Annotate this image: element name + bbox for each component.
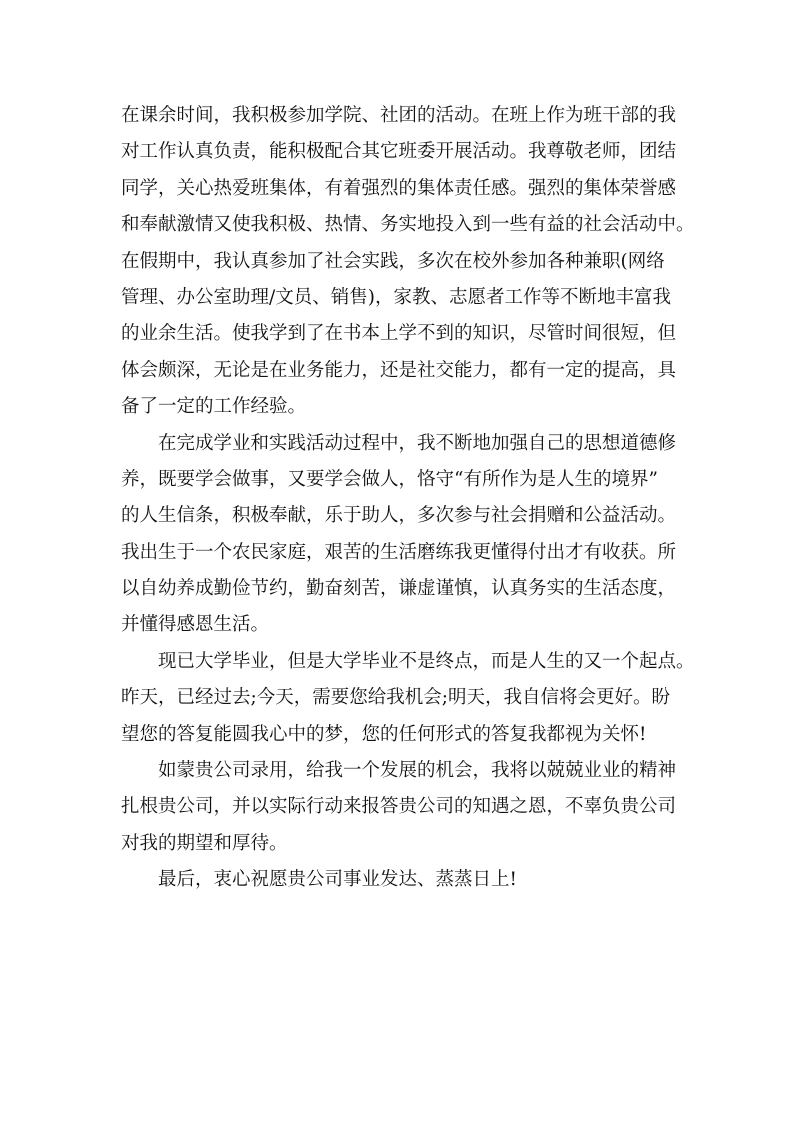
text-line-3: 同学，关心热爱班集体，有着强烈的集体责任感。强烈的集体荣誉感 (121, 177, 677, 199)
text-line-13: 我出生于一个农民家庭，艰苦的生活磨练我更懂得付出才有收获。所 (121, 541, 677, 563)
text-line-18: 望您的答复能圆我心中的梦，您的任何形式的答复我都视为关怀! (121, 723, 647, 745)
text-line-14: 以自幼养成勤俭节约，勤奋刻苦，谦虚谨慎，认真务实的生活态度， (121, 578, 677, 600)
text-line-15: 并懂得感恩生活。 (121, 614, 270, 636)
text-line-20: 扎根贵公司，并以实际行动来报答贵公司的知遇之恩，不辜负贵公司 (121, 796, 677, 818)
text-line-19: 如蒙贵公司录用，给我一个发展的机会，我将以兢兢业业的精神 (158, 760, 677, 782)
text-line-4: 和奉献激情又使我积极、热情、务实地投入到一些有益的社会活动中。 (121, 214, 695, 236)
text-line-16: 现已大学毕业，但是大学毕业不是终点，而是人生的又一个起点。 (158, 650, 695, 672)
text-line-1: 在课余时间，我积极参加学院、社团的活动。在班上作为班干部的我 (121, 105, 677, 126)
text-line-22: 最后，衷心祝愿贵公司事业发达、蒸蒸日上! (158, 869, 517, 891)
text-line-7: 的业余生活。使我学到了在书本上学不到的知识，尽管时间很短，但 (121, 323, 677, 345)
text-line-9: 备了一定的工作经验。 (121, 396, 307, 418)
text-line-21: 对我的期望和厚待。 (121, 832, 288, 854)
text-line-12: 的人生信条，积极奉献，乐于助人，多次参与社会捐赠和公益活动。 (121, 505, 677, 527)
text-line-17: 昨天，已经过去;今天，需要您给我机会;明天，我自信将会更好。盼 (121, 687, 670, 709)
text-line-11: 养，既要学会做事，又要学会做人，恪守“有所作为是人生的境界” (121, 468, 658, 490)
text-line-2: 对工作认真负责，能积极配合其它班委开展活动。我尊敬老师，团结 (121, 141, 677, 163)
document-body (121, 98, 695, 899)
text-line-10: 在完成学业和实践活动过程中，我不断地加强自己的思想道德修 (158, 432, 677, 454)
text-line-8: 体会颇深，无论是在业务能力，还是社交能力，都有一定的提高，具 (121, 359, 677, 381)
text-line-5: 在假期中，我认真参加了社会实践，多次在校外参加各种兼职(网络 (121, 250, 665, 272)
text-line-6: 管理、办公室助理/文员、销售)，家教、志愿者工作等不断地丰富我 (121, 286, 671, 308)
